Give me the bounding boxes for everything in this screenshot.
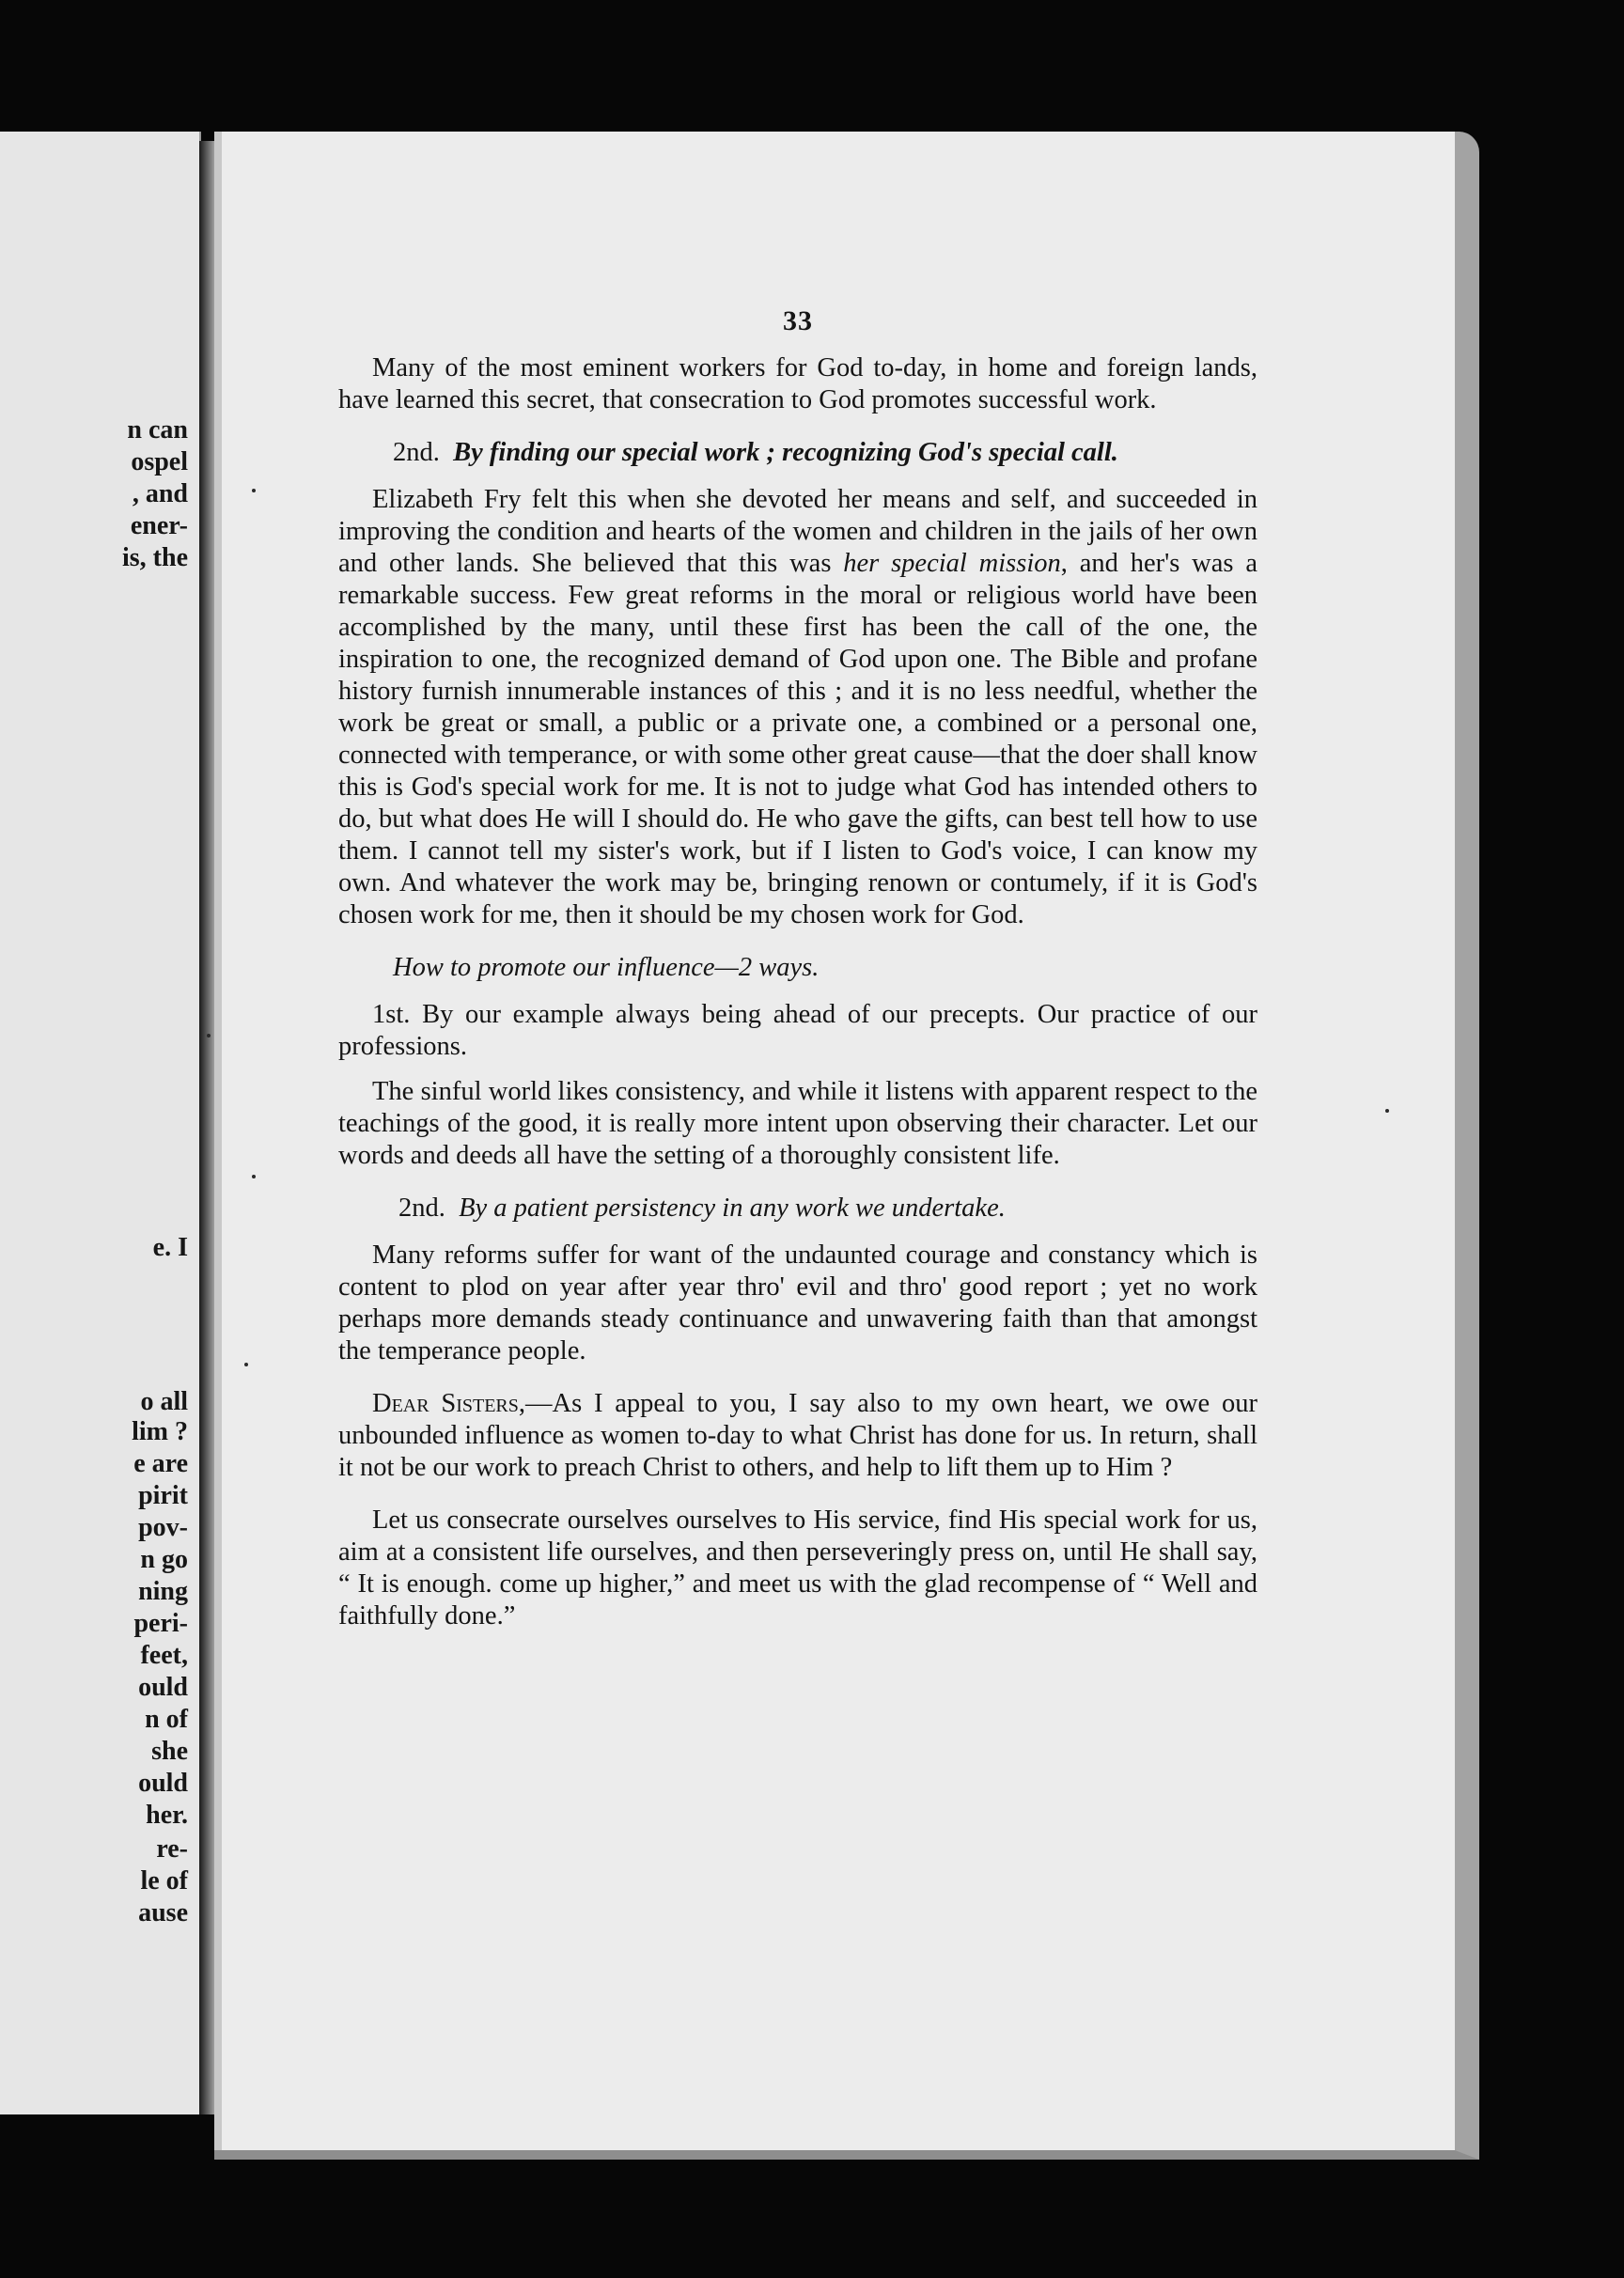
paragraph: Many of the most eminent workers for God to-day, in home and foreign lands, have learned this secret, that consecration to God promotes successful work. (338, 353, 1257, 414)
left-fragment: lim ? (132, 1417, 188, 1446)
left-fragment: ause (138, 1898, 188, 1927)
left-fragment: e are (133, 1449, 188, 1478)
paragraph: Let us consecrate ourselves ourselves to His service, find His special work for us, aim at a consistent life ourselves, and then perseveringly press on, until He shall say, “ It is enough. come up higher,” and meet us with the glad recompense of “ Well and faithfully done.” (338, 1506, 1257, 1630)
left-fragment: n can (127, 415, 188, 445)
speck (1385, 1109, 1389, 1113)
page-number: 33 (783, 305, 813, 336)
left-fragment: o all (140, 1387, 188, 1416)
left-fragment: her. (146, 1801, 188, 1830)
heading-text: How to promote our influence—2 ways. (393, 953, 820, 982)
heading-number: 2nd. (393, 438, 440, 467)
right-page (214, 132, 1479, 2160)
section-heading (338, 952, 1257, 984)
left-page (0, 132, 201, 2114)
left-fragment: is, the (122, 543, 188, 572)
left-fragment: e. I (152, 1233, 188, 1262)
emphasis: her special mission (843, 549, 1061, 578)
section-heading (338, 1193, 1257, 1225)
left-fragment: ould (138, 1769, 188, 1798)
left-fragment: she (151, 1737, 188, 1766)
left-fragment: pirit (138, 1481, 188, 1510)
left-fragment: ospel (131, 447, 188, 476)
speck (252, 489, 256, 492)
left-fragment: ning (138, 1577, 188, 1606)
heading-text: By finding our special work ; recognizing God's special call. (453, 438, 1118, 467)
left-fragment: ould (138, 1673, 188, 1702)
left-fragment: ener- (130, 511, 188, 540)
paragraph (338, 1388, 1257, 1484)
left-fragment: pov- (138, 1513, 188, 1542)
left-fragment: n of (145, 1705, 188, 1734)
paragraph-text: —As I appeal to you, I say also to my own heart, we owe our unbounded influence as women to-day to what Christ has done for us. In return, shall it not be our work to preach Christ to others, and help to lift them up to Him ? (338, 1389, 1257, 1482)
paragraph: The sinful world likes consistency, and while it listens with apparent respect to the teachings of the good, it is really more intent upon observing their character. Let our words and deeds all have the setting of a thoroughly consistent life. (338, 1077, 1257, 1170)
speck (252, 1175, 256, 1178)
book-gutter (199, 141, 214, 2114)
paragraph-text: , and her's was a remarkable success. Few great reforms in the moral or religious world have been accomplished by the many, until these first has been the call of the one, the inspiration to one, the recognized demand of God upon one. The Bible and profane history furnish innumerable instances of this ; and it is no less needful, whether the work be great or small, a public or a private one, a combined or a personal one, connected with temperance, or with some other great cause—that the doer shall know this is God's special work for me. It is not to judge what God has intended others to do, but what does He will I should do. He who gave the gifts, can best tell how to use them. I cannot tell my sister's work, but if I listen to God's voice, I can know my own. And whatever the work may be, bringing renown or contumely, if it is God's chosen work for me, then it should be my chosen work for God. (338, 549, 1257, 929)
salutation: Dear Sisters, (372, 1389, 526, 1418)
left-fragment: re- (156, 1834, 188, 1864)
paragraph: 1st. By our example always being ahead of our precepts. Our practice of our professions. (338, 1000, 1257, 1061)
page-text (338, 305, 1257, 1653)
speck (244, 1363, 248, 1366)
left-fragment: n go (140, 1545, 188, 1574)
paragraph-text: Elizabeth Fry felt this when she devoted her means and self, and succeeded in improving the condition and hearts of the women and children in the jails of her own and other lands. She believed that this was (338, 485, 1257, 578)
left-fragment: le of (140, 1866, 188, 1896)
section-heading (338, 437, 1257, 469)
heading-text: By a patient persistency in any work we undertake. (459, 1194, 1006, 1223)
paragraph: Many reforms suffer for want of the undaunted courage and constancy which is content to plod on year after year thro' evil and thro' good report ; yet no work perhaps more demands steady continuance and unwavering faith than that amongst the temperance people. (338, 1240, 1257, 1365)
speck (207, 1034, 211, 1038)
left-fragment: , and (132, 479, 188, 508)
left-fragment: peri- (133, 1609, 188, 1638)
left-fragment: feet, (140, 1641, 188, 1670)
paragraph (338, 484, 1257, 931)
heading-number: 2nd. (398, 1194, 445, 1223)
